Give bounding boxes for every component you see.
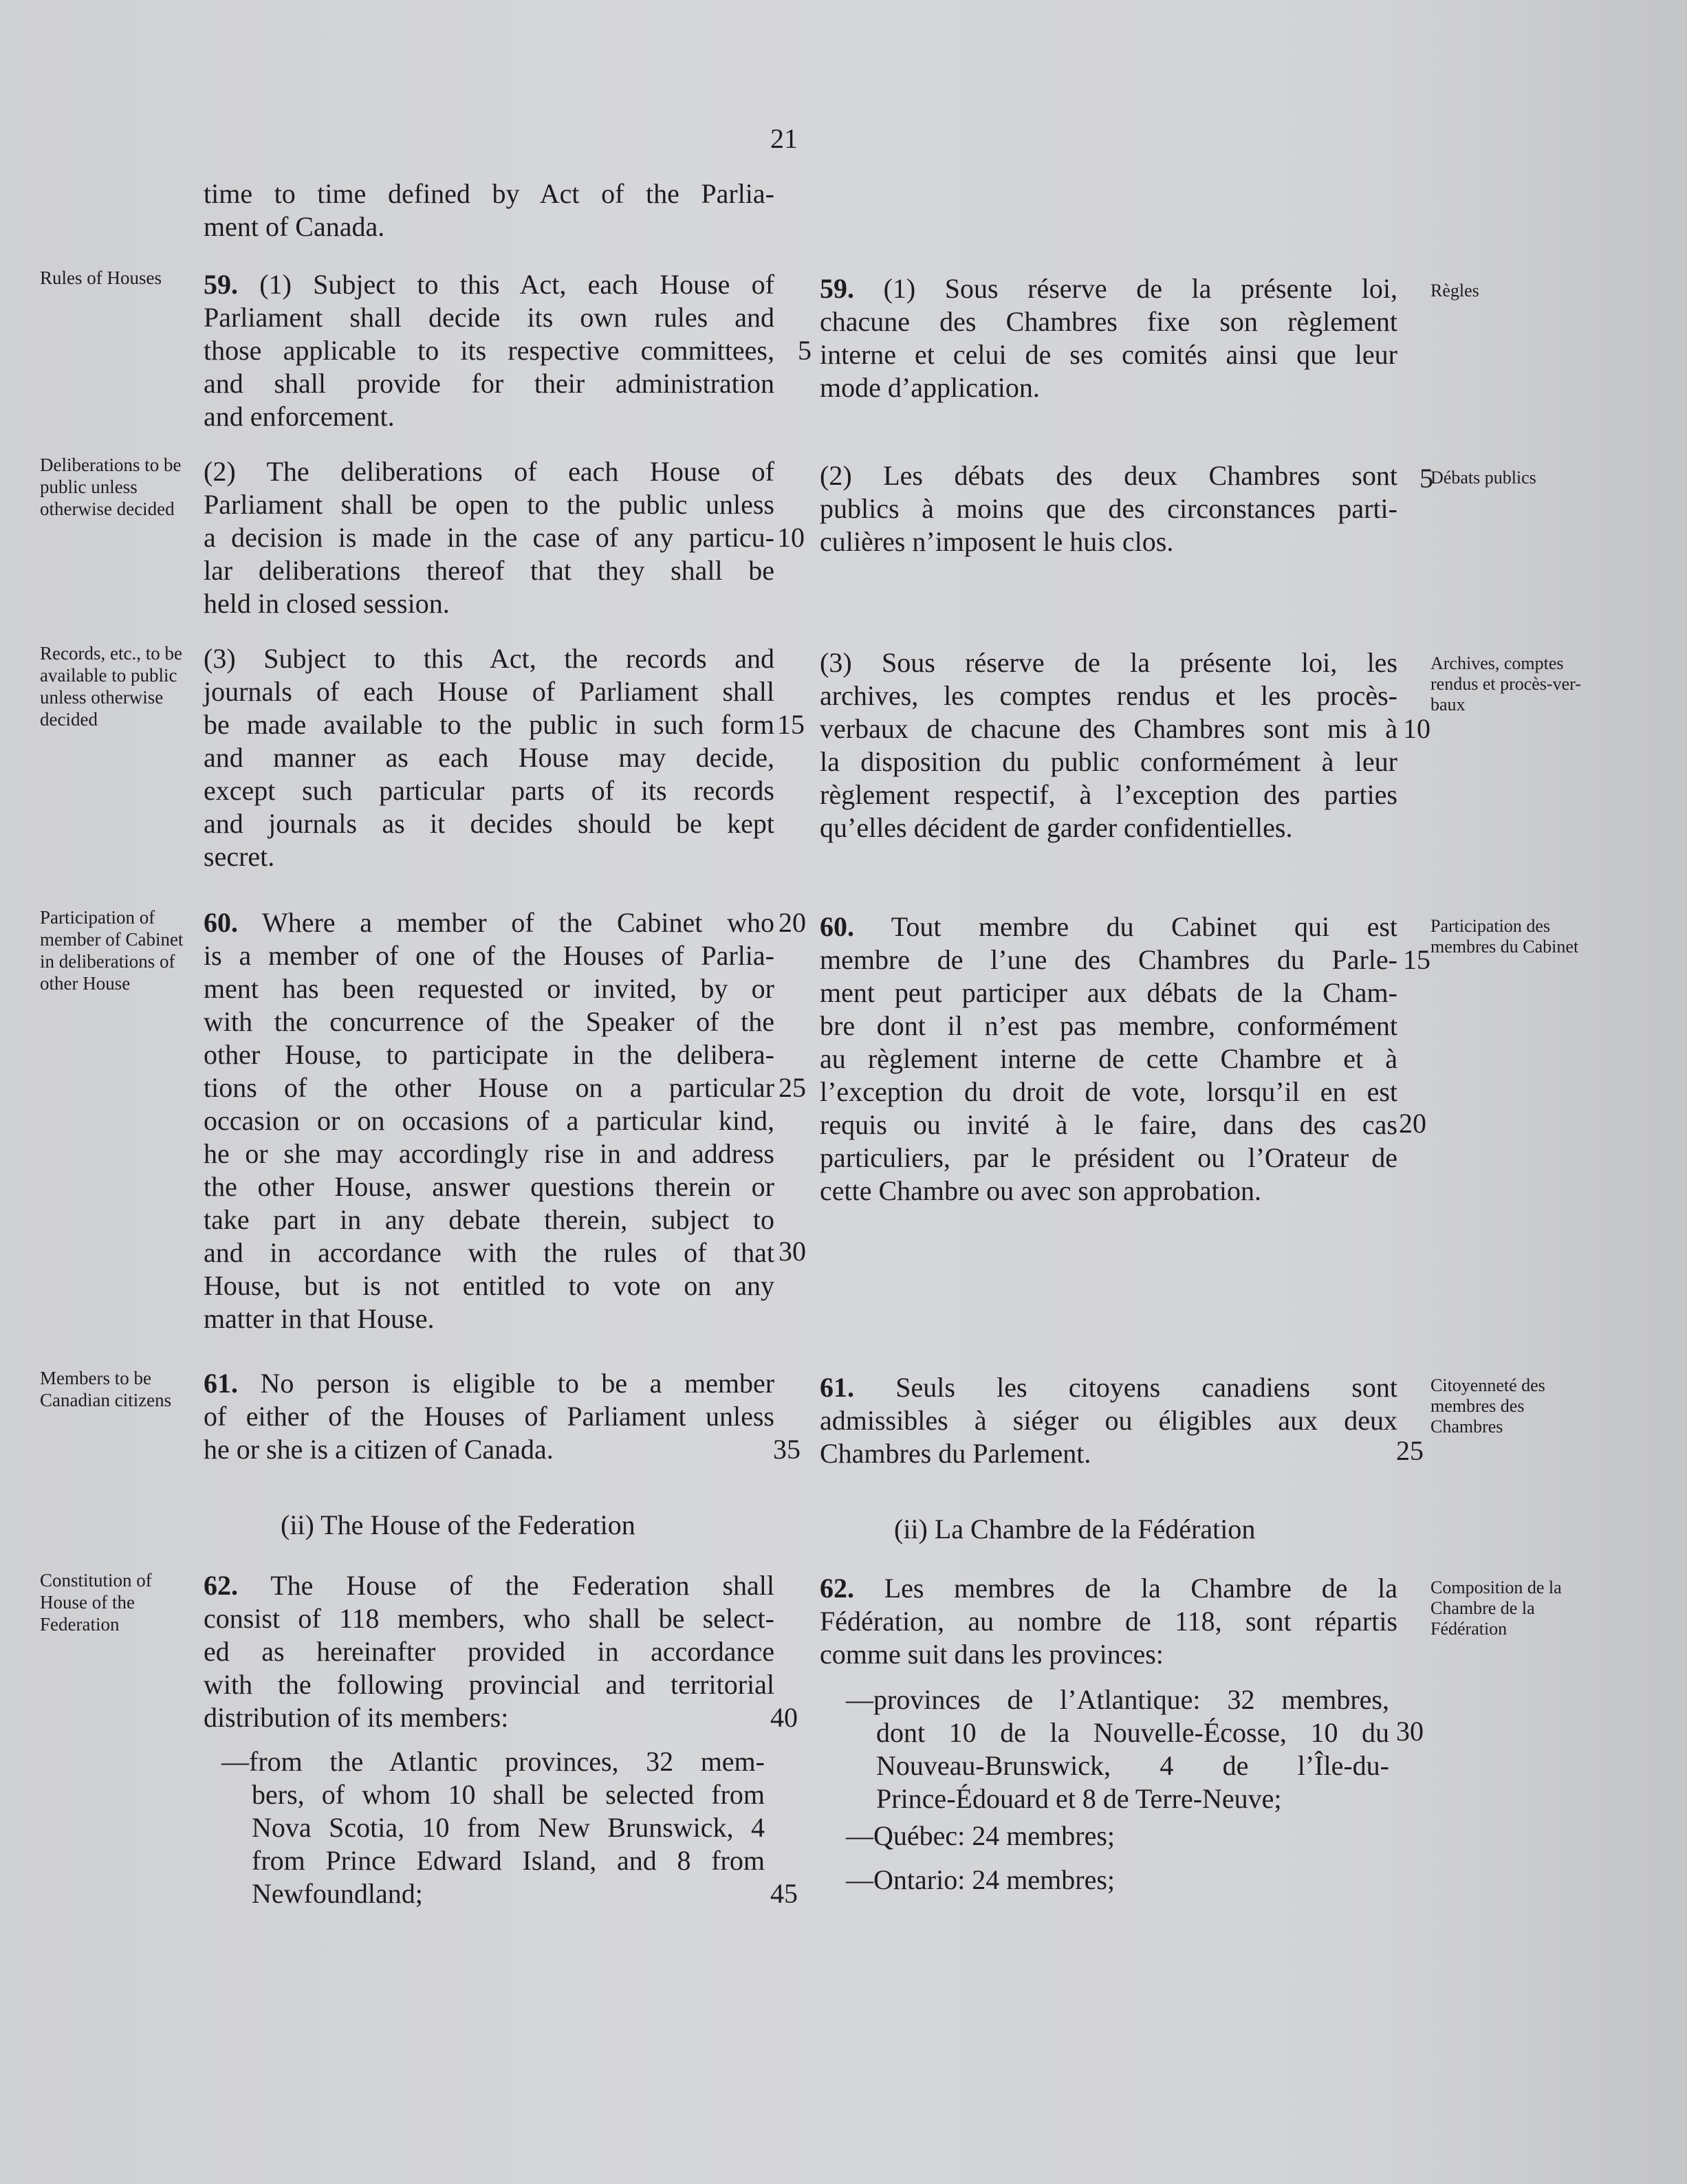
en-line-number: 10 bbox=[777, 522, 805, 553]
fr-marginal-note-59-1: Règles bbox=[1430, 281, 1479, 301]
en-section-59-1: 59. (1) Subject to this Act, each House of Parliament shall decide its own rules and those applicable to its respective committees, and shall provide for their administration and enforcement. bbox=[204, 269, 774, 432]
en-section-61: 61. No person is eligible to be a member of either of the Houses of Parliament unless he or she is a citizen of Canada. bbox=[204, 1368, 775, 1465]
en-marginal-note-59-3: Records, etc., to be available to public unless otherwise decided bbox=[40, 643, 182, 730]
fr-line-number: 15 bbox=[1403, 944, 1430, 975]
fr-section-59-1: 59. (1) Sous réserve de la présente loi, chacune des Chambres fixe son règlement interne et celui de ses comités ainsi que leur mode d’application. bbox=[820, 273, 1398, 403]
fr-section-62-ontario-item: —Ontario: 24 membres; bbox=[846, 1864, 1115, 1895]
fr-subheading-chambre-federation: (ii) La Chambre de la Fédération bbox=[894, 1514, 1256, 1544]
fr-marginal-note-62: Composition de la Chambre de la Fédération bbox=[1430, 1577, 1562, 1639]
en-marginal-note-59-2: Deliberations to be public unless otherwise decided bbox=[40, 455, 182, 519]
fr-section-59-2: (2) Les débats des deux Chambres sont publics à moins que des circonstances parti- culières n’imposent le huis clos. bbox=[820, 460, 1397, 557]
en-line-number: 35 bbox=[773, 1434, 801, 1465]
fr-section-62-quebec-item: —Québec: 24 membres; bbox=[846, 1820, 1115, 1851]
en-marginal-note-62: Constitution of House of the Federation bbox=[40, 1570, 152, 1635]
en-section-59-3: (3) Subject to this Act, the records and journals of each House of Parliament shall be made available to the public in such form and manner as each House may decide, except such particular parts of its records and journals as it decides should be kept secret. bbox=[204, 643, 774, 872]
en-line-number: 5 bbox=[798, 335, 812, 366]
fr-section-62-atlantique-item: —provinces de l’Atlantique: 32 membres, dont 10 de la Nouvelle-Écosse, 10 du Nouveau-Brunswick, 4 de l’Île-du- Prince-Édouard et 8 de Terre-Neuve; bbox=[846, 1684, 1389, 1814]
fr-section-61: 61. Seuls les citoyens canadiens sont admissibles à siéger ou éligibles aux deux Chambres du Parlement. bbox=[820, 1372, 1398, 1469]
en-marginal-note-59-1: Rules of Houses bbox=[40, 267, 162, 288]
page-number: 21 bbox=[770, 123, 798, 154]
en-section-59-2: (2) The deliberations of each House of Parliament shall be open to the public unless a decision is made in the case of any particu- lar deliberations thereof that they shall be held in closed session. bbox=[204, 456, 774, 619]
fr-line-number: 30 bbox=[1396, 1716, 1424, 1747]
fr-line-number: 25 bbox=[1396, 1435, 1424, 1466]
fr-line-number: 10 bbox=[1403, 713, 1430, 744]
en-line-number: 30 bbox=[779, 1236, 806, 1267]
en-marginal-note-60: Participation of member of Cabinet in deliberations of other House bbox=[40, 907, 184, 994]
fr-marginal-note-61: Citoyenneté des membres des Chambres bbox=[1430, 1375, 1545, 1437]
en-intro-text: time to time defined by Act of the Parlia- ment of Canada. bbox=[204, 178, 774, 242]
en-section-60: 60. Where a member of the Cabinet who is a member of one of the Houses of Parlia- ment has been requested or invited, by or with the concurrence of the Speaker of the other House, to participate in the delibera- tions of the other House on a particular occasion or on occasions of a particular kind, he or she may accordingly rise in and address the other House, answer questions therein or take part in any debate therein, subject to and in accordance with the rules of that House, but is not entitled to vote on any matter in that House. bbox=[204, 907, 774, 1334]
fr-marginal-note-59-2: Débats publics bbox=[1430, 468, 1536, 488]
en-line-number: 40 bbox=[770, 1702, 798, 1733]
en-section-62-atlantic-item: —from the Atlantic provinces, 32 mem- bers, of whom 10 shall be selected from Nova Scotia, 10 from New Brunswick, 4 from Prince Edward Island, and 8 from Newfoundland; bbox=[221, 1746, 765, 1909]
en-line-number: 25 bbox=[779, 1072, 806, 1103]
fr-line-number: 20 bbox=[1399, 1108, 1426, 1139]
en-line-number: 15 bbox=[777, 709, 805, 740]
fr-marginal-note-59-3: Archives, comptes rendus et procès-ver-baux bbox=[1430, 653, 1581, 714]
fr-line-number: 5 bbox=[1419, 463, 1433, 494]
en-section-62: 62. The House of the Federation shall consist of 118 members, who shall be select- ed as hereinafter provided in accordance with the following provincial and territorial distribution of its members: bbox=[204, 1570, 774, 1733]
fr-section-60: 60. Tout membre du Cabinet qui est membre de l’une des Chambres du Parle- ment peut participer aux débats de la Cham- bre dont il n’est pas membre, conformément au règlement interne de cette Chambre et à l’exception du droit de vote, lorsqu’il en est requis ou invité à le faire, dans des cas particuliers, par le président ou l’Orateur de cette Chambre ou avec son approbation. bbox=[820, 911, 1397, 1206]
en-line-number: 20 bbox=[779, 907, 806, 938]
en-line-number: 45 bbox=[770, 1878, 798, 1909]
fr-section-59-3: (3) Sous réserve de la présente loi, les archives, les comptes rendus et les procès- verbaux de chacune des Chambres sont mis à la disposition du public conformément à leur règlement respectif, à l’exception des parties qu’elles décident de garder confidentielles. bbox=[820, 647, 1397, 843]
fr-marginal-note-60: Participation des membres du Cabinet bbox=[1430, 916, 1579, 957]
en-subheading-house-of-federation: (ii) The House of the Federation bbox=[281, 1509, 635, 1540]
fr-section-62: 62. Les membres de la Chambre de la Fédération, au nombre de 118, sont répartis comme suit dans les provinces: bbox=[820, 1573, 1397, 1670]
en-marginal-note-61: Members to be Canadian citizens bbox=[40, 1368, 172, 1410]
